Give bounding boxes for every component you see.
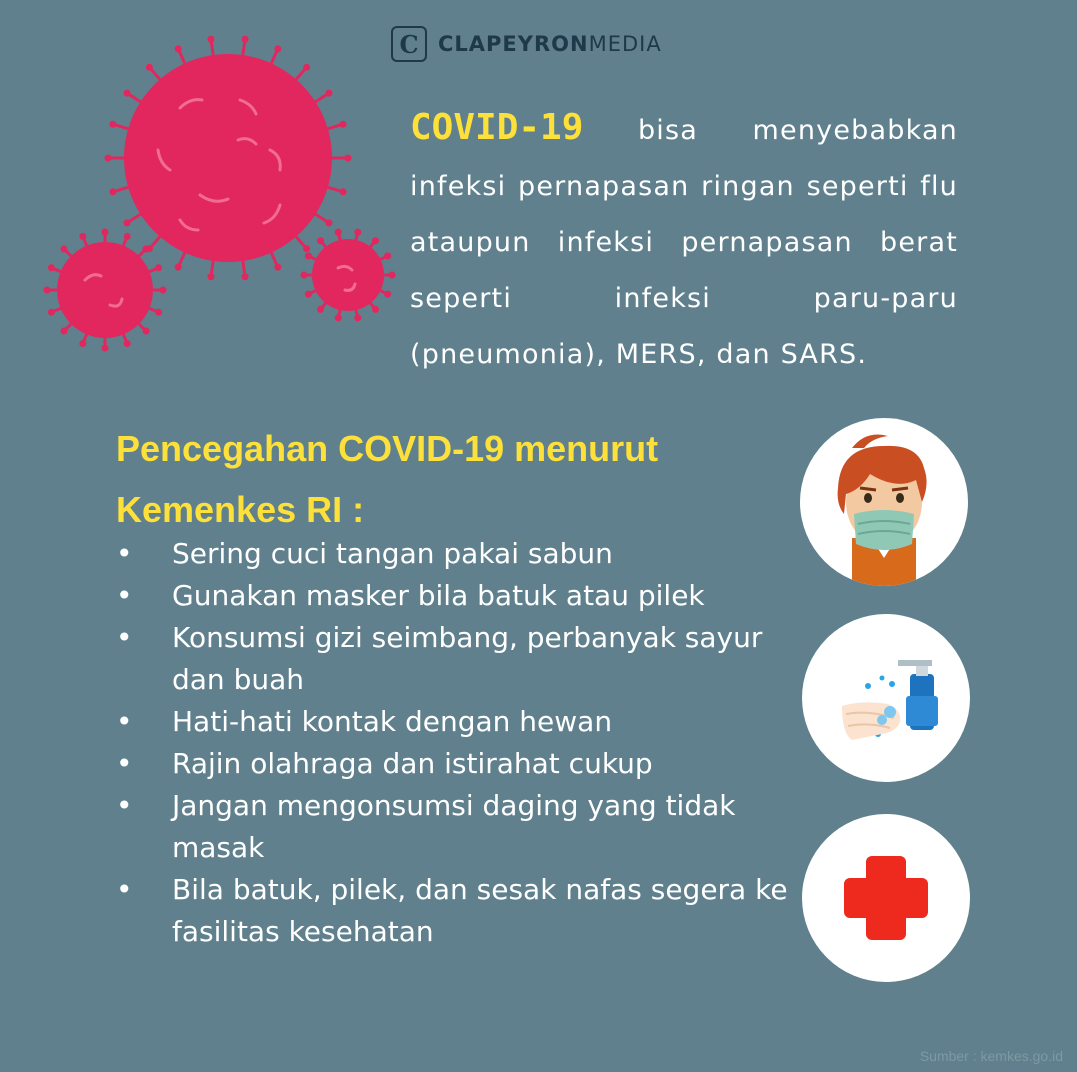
source-credit: Sumber : kemkes.go.id [919,1048,1063,1064]
brand-logo [390,24,662,64]
brand-name: CLAPEYRONMEDIA [438,32,662,56]
list-item: • Rajin olahraga dan istirahat cukup [116,747,653,780]
masked-person-icon [800,418,968,586]
red-cross-icon [802,814,970,982]
list-item: • Konsumsi gizi seimbang, perbanyak sayur dan buah [116,621,763,696]
prevention-list [112,533,792,953]
red-cross-badge [802,814,970,982]
list-item: • Hati-hati kontak dengan hewan [116,705,613,738]
list-item: • Gunakan masker bila batuk atau pilek [116,579,705,612]
list-item: • Jangan mengonsumsi daging yang tidak masak [116,789,736,864]
virus-icon [40,30,400,370]
list-item: • Sering cuci tangan pakai sabun [116,537,613,570]
intro-text: bisa menyebabkan infeksi pernapasan ringan seperti flu ataupun infeksi pernapasan berat seperti infeksi paru-paru (pneumonia), MERS, dan SARS. [410,115,958,370]
masked-person-badge [800,418,968,586]
list-item: • Bila batuk, pilek, dan sesak nafas segera ke fasilitas kesehatan [116,873,788,948]
hand-sanitizer-badge [802,614,970,782]
hand-sanitizer-icon [802,614,970,782]
intro-paragraph [410,100,958,383]
prevention-heading: Pencegahan COVID-19 menurut Kemenkes RI : [116,428,659,530]
intro-highlight: COVID-19 [410,107,584,148]
svg-text:C: C [399,30,419,59]
